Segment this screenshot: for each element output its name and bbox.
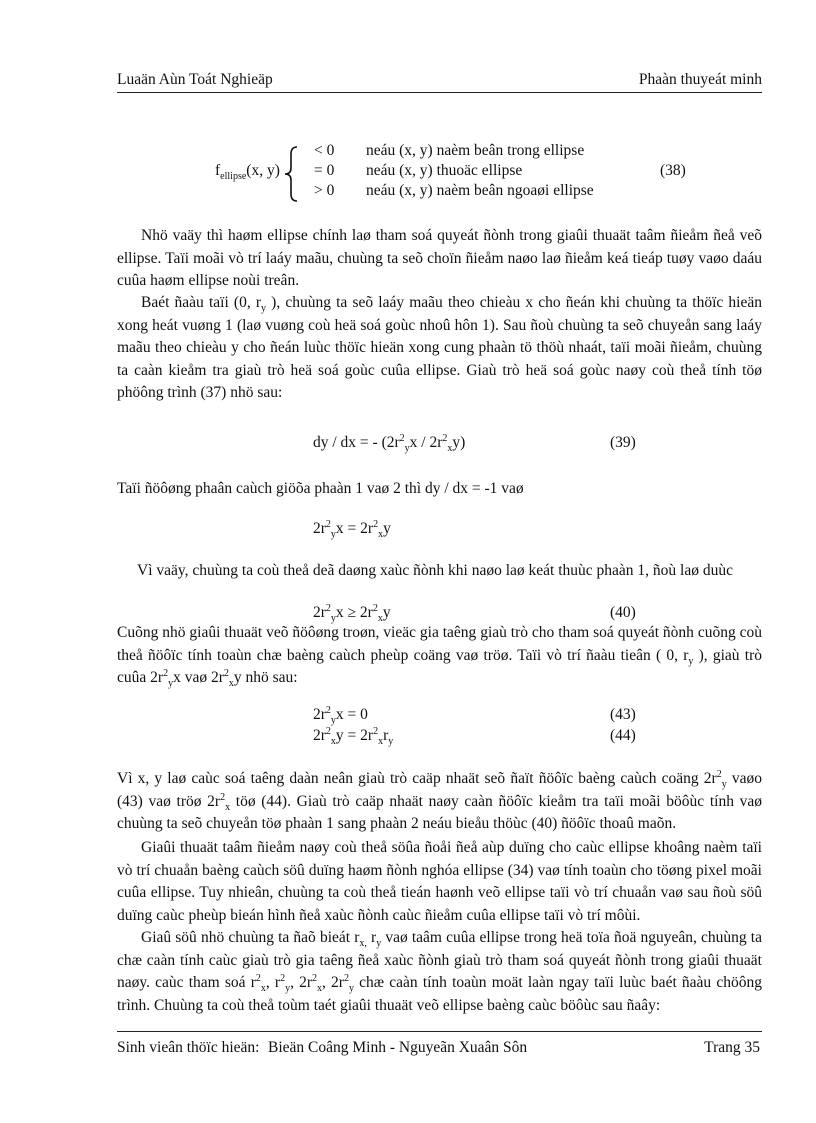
paragraph: Baét ñaàu taïi (0, $r_y$ ), chuùng ta seõ laáy maãu theo chieàu x cho ñeán khi chuùng ta thöïc hieän xong heát vuøng 1 (laø vuøng coù heä soá goùc nhoû hôn 1). Sau ñoù chuùng ta seõ chuyeån sang laáy maãu theo chieàu y cho ñeán luùc thöïc hieän xong cung phaàn tö thöù nhaát, taïi moãi ñieåm, chuùng ta caàn kieåm tra giaù trò heä soá goùc cuûa ellipse. Giaù trò heä soá goùc naøy coù theå tính töø phöông trình (37) nhö sau: (117, 294, 762, 401)
paragraph: Giaûi thuaät taâm ñieåm naøy coù theå söûa ñoåi ñeå aùp duïng cho caùc ellipse khoâng naèm taïi vò trí chuaån baèng caùch söû duïng haøm ñònh nghóa ellipse (34) vaø tính toaùn cho töøng pixel moãi cuûa ellipse. Tuy nhieân, chuùng ta coù theå tieán haønh veõ ellipse taïi vò trí chuaån vaø sau ñoù söû duïng caùc pheùp bieán hình ñeå xaùc ñònh caùc ñieåm cuûa ellipse taïi vò trí môùi. (117, 839, 762, 924)
eq38-case-op: > 0 (314, 182, 335, 199)
eq-boundary: $2r^2_yx = 2r^2_xy$ (313, 518, 391, 541)
eq38-case-cond: neáu (x, y) thuoäc ellipse (366, 162, 523, 179)
paragraph: Vì x, y laø caùc soá taêng daàn neân giaù trò caäp nhaät seõ ñaït ñöôïc baèng caùch coäng $2r^2_y$ vaøo (43) vaø tröø $2r^2_x$ töø (44). Giaù trò caäp nhaät naøy caàn ñöôïc kieåm tra taïi moãi böôùc tính vaø chuùng ta seõ chuyeån töø phaàn 1 sang phaàn 2 neáu bieåu thöùc (40) ñöôïc thoaû maõn. (117, 768, 762, 832)
paragraph: Cuõng nhö giaûi thuaät veõ ñöôøng troøn, vieäc gia taêng giaù trò cho tham soá quyeát ñònh cuõng coù theå ñöôïc tính toaùn chæ baèng caùch pheùp coäng vaø tröø. Taïi vò trí ñaàu tieân ( 0, $r_y$ ), giaù trò cuûa $2r^2_yx$ vaø $2r^2_xy$ nhö sau: (117, 624, 762, 690)
header-right: Phaàn thuyeát minh (638, 71, 762, 88)
eq39: dy / dx = - $(2r^2_yx / 2r^2_xy)$ (313, 432, 466, 455)
eq38-lhs: $f_{ellipse}(x$, y) (215, 162, 280, 183)
footer-page-number: Trang 35 (704, 1039, 760, 1056)
left-brace-icon (284, 146, 298, 202)
header-rule (117, 92, 762, 93)
eq44-number: (44) (610, 727, 636, 744)
eq40: $2r^2_yx \ge 2r^2_xy$ (313, 602, 391, 625)
eq43-number: (43) (610, 706, 636, 723)
footer-rule (117, 1031, 762, 1032)
eq38-case-op: < 0 (314, 142, 335, 159)
paragraph: Giaû söû nhö chuùng ta ñaõ bieát $r_{x,}$ $r_y$ vaø taâm cuûa ellipse trong heä toïa ñoä nguyeân, chuùng ta chæ caàn tính caùc giaù trò gia taêng ñeå xaùc ñònh giaù trò tham soá quyeát ñònh trong giaûi thuaät naøy. caùc tham soá $r^2_x$, $r^2_y$, $2r^2_x$, $2r^2_y$ chæ caàn tính toaùn moät laàn ngay taïi luùc baét ñaàu chöông trình. Chuùng ta coù theå toùm taét giaûi thuaät veõ ellipse baèng caùc böôùc sau ñaây: (117, 929, 762, 1014)
eq39-number: (39) (610, 434, 636, 451)
paragraph: Vì vaäy, chuùng ta coù theå deã daøng xaùc ñònh khi naøo laø keát thuùc phaàn 1, ñoù laø duùc (137, 562, 733, 579)
eq38-case-cond: neáu (x, y) naèm beân trong ellipse (366, 142, 585, 159)
eq38-case-op: = 0 (314, 162, 335, 179)
eq40-number: (40) (610, 604, 636, 621)
footer-authors: Bieän Coâng Minh - Nguyeãn Xuaân Sôn (268, 1039, 528, 1056)
eq43: $2r^2_yx = 0$ (313, 704, 368, 727)
eq38-case-cond: neáu (x, y) naèm beân ngoaøi ellipse (366, 182, 594, 199)
header-left: Luaän Aùn Toát Nghieäp (117, 71, 273, 88)
paragraph: Nhö vaäy thì haøm ellipse chính laø tham soá quyeát ñònh trong giaûi thuaät taâm ñieåm ñeå veõ ellipse. Taïi moãi vò trí laáy maãu, chuùng ta seõ choïn ñieåm naøo laø ñieåm keá tieáp tuøy vaøo daáu cuûa haøm ellipse noùi treân. (117, 227, 762, 289)
paragraph: Taïi ñöôøng phaân caùch giöõa phaàn 1 vaø 2 thì dy / dx = -1 vaø (117, 480, 524, 497)
footer-label: Sinh vieân thöïc hieän: (117, 1039, 260, 1056)
eq44: $2r^2_xy = 2r^2_xr_y$ (313, 725, 394, 748)
eq38-number: (38) (660, 162, 686, 179)
